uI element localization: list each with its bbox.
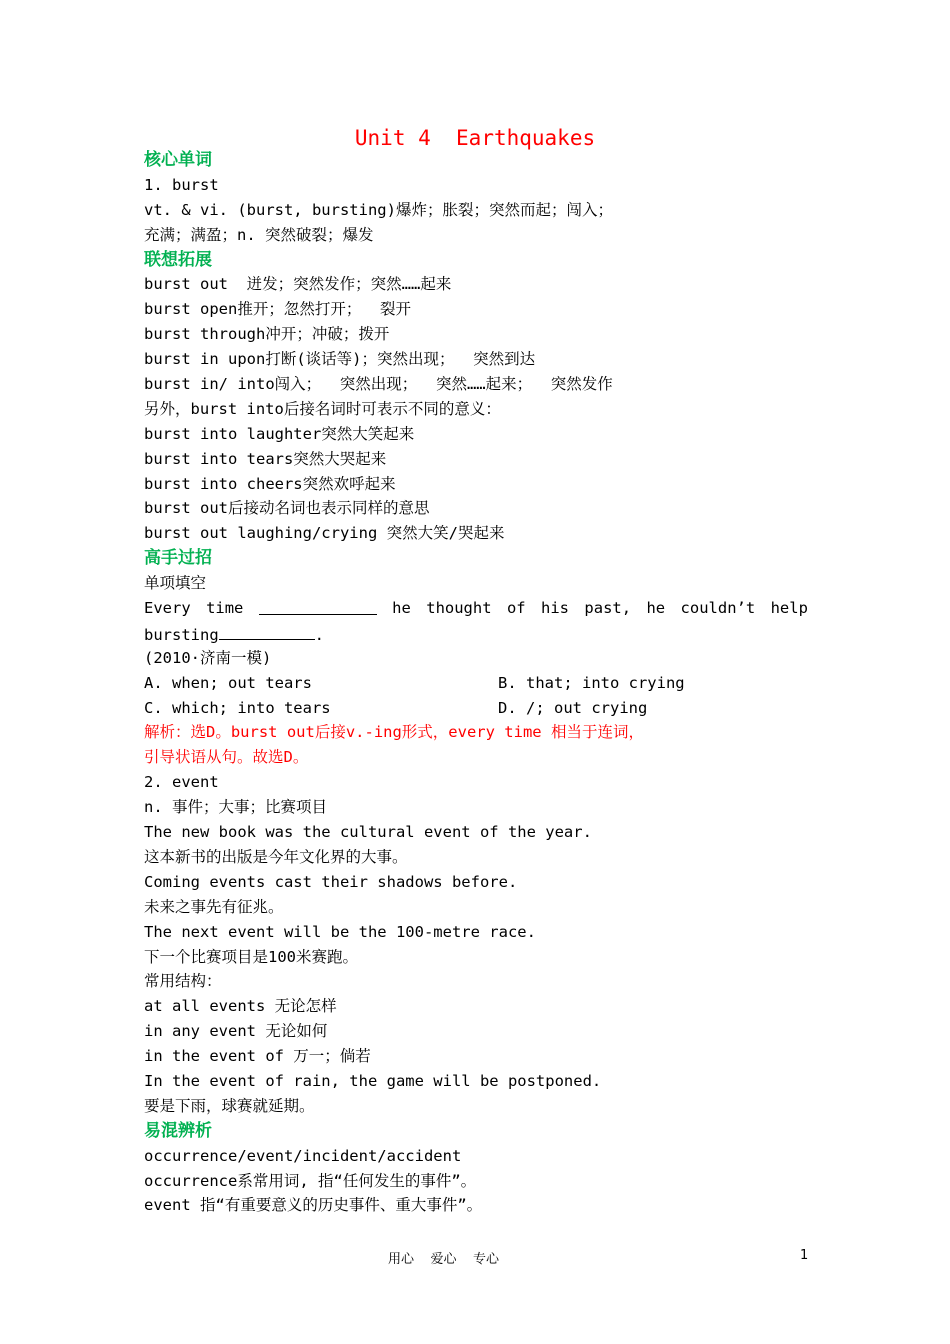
question-word: thought xyxy=(426,599,492,618)
question-word: his xyxy=(541,599,570,618)
definition-line: vt. & vi. (burst, bursting)爆炸；胀裂；突然而起；闯入； xyxy=(144,200,613,219)
phrase-line: burst through冲开；冲破；拨开 xyxy=(144,325,390,344)
question-word: couldn’t xyxy=(680,599,756,618)
question-line-2 xyxy=(144,621,808,646)
question-text: bursting xyxy=(144,625,219,644)
answer-blank-1 xyxy=(259,596,377,615)
phrase-line: burst out后接动名词也表示同样的意思 xyxy=(144,499,430,518)
question-word: of xyxy=(506,599,526,618)
exercise-type: 单项填空 xyxy=(144,574,207,593)
question-word: he xyxy=(646,599,666,618)
confusable-line: occurrence/event/incident/accident xyxy=(144,1146,462,1165)
example-line: 未来之事先有征兆。 xyxy=(144,897,284,916)
phrase-line: burst in/ into闯入； 突然出现； 突然……起来； 突然发作 xyxy=(144,375,613,394)
example-line: The new book was the cultural event of the year. xyxy=(144,823,592,842)
phrase-line: burst out laughing/crying 突然大笑/哭起来 xyxy=(144,524,505,543)
phrase-line: 另外，burst into后接名词时可表示不同的意义： xyxy=(144,399,501,418)
section-heading-confusables: 易混辨析 xyxy=(144,1120,212,1141)
phrase-line: burst into cheers突然欢呼起来 xyxy=(144,474,396,493)
option-c: C. which; into tears xyxy=(144,698,331,717)
question-word: Every xyxy=(144,599,191,618)
footer-motto: 用心 爱心 专心 xyxy=(388,1252,500,1267)
page-footer xyxy=(0,1248,950,1268)
section-heading-practice: 高手过招 xyxy=(144,548,212,569)
options-row xyxy=(144,671,808,696)
example-line: 常用结构： xyxy=(144,972,222,991)
example-line: in any event 无论如何 xyxy=(144,1022,328,1041)
phrase-line: burst into tears突然大哭起来 xyxy=(144,449,387,468)
option-a: A. when; out tears xyxy=(144,673,312,692)
options-row xyxy=(144,696,808,721)
example-line: in the event of 万一；倘若 xyxy=(144,1047,371,1066)
phrase-line: burst into laughter突然大笑起来 xyxy=(144,424,415,443)
question-word: past, xyxy=(584,599,632,618)
answer-explanation: 解析：选D。burst out后接v.-ing形式，every time 相当于连词， xyxy=(144,723,644,742)
word-entry-event: 2. event xyxy=(144,773,219,792)
answer-blank-2 xyxy=(219,621,315,640)
phrase-line: burst out 迸发；突然发作；突然……起来 xyxy=(144,275,452,294)
page-number: 1 xyxy=(800,1248,809,1263)
question-word: help xyxy=(770,599,808,618)
example-line: at all events 无论怎样 xyxy=(144,997,337,1016)
example-line: Coming events cast their shadows before. xyxy=(144,872,518,891)
question-line-1 xyxy=(144,596,808,621)
example-line: In the event of rain, the game will be postponed. xyxy=(144,1071,602,1090)
phrase-line: burst open推开；忽然打开； 裂开 xyxy=(144,300,411,319)
option-b: B. that; into crying xyxy=(498,673,685,692)
answer-explanation: 引导状语从句。故选D。 xyxy=(144,748,309,767)
phrase-line: burst in upon打断(谈话等)；突然出现； 突然到达 xyxy=(144,350,536,369)
definition-line: 充满；满盈；n. 突然破裂；爆发 xyxy=(144,225,374,244)
example-line: 要是下雨，球赛就延期。 xyxy=(144,1096,315,1115)
example-line: The next event will be the 100-metre race. xyxy=(144,922,536,941)
confusable-line: occurrence系常用词, 指“任何发生的事件”。 xyxy=(144,1171,477,1190)
document-body xyxy=(144,148,808,1218)
example-line: 这本新书的出版是今年文化界的大事。 xyxy=(144,847,408,866)
question-text: . xyxy=(314,625,324,644)
option-d: D. /; out crying xyxy=(498,698,648,717)
section-heading-core-words: 核心单词 xyxy=(144,150,212,170)
section-heading-extension: 联想拓展 xyxy=(144,249,212,270)
question-source: (2010·济南一模) xyxy=(144,648,272,667)
definition-line: n. 事件；大事；比赛项目 xyxy=(144,798,327,817)
page-title: Unit 4 Earthquakes xyxy=(354,126,596,150)
confusable-line: event 指“有重要意义的历史事件、重大事件”。 xyxy=(144,1196,483,1215)
question-word: he xyxy=(392,599,411,618)
question-word: time xyxy=(206,599,244,618)
word-entry-burst: 1. burst xyxy=(144,175,219,194)
example-line: 下一个比赛项目是100米赛跑。 xyxy=(144,947,358,966)
